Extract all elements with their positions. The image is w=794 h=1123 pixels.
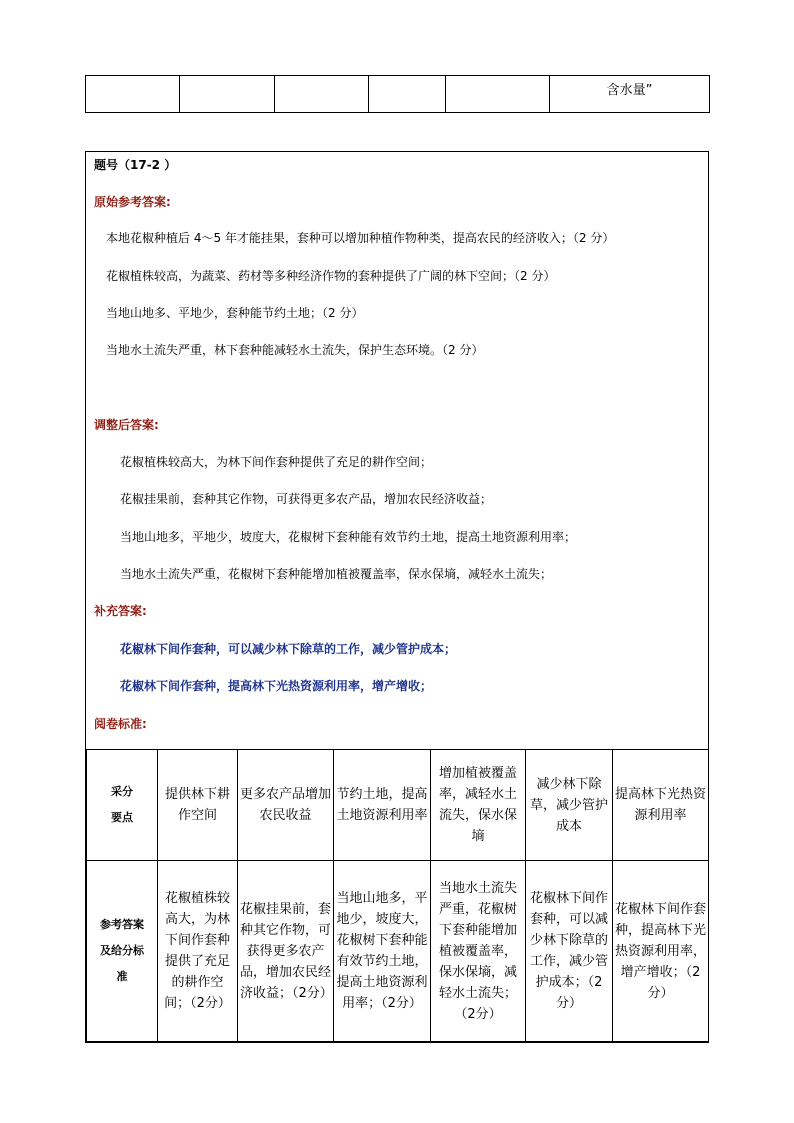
original-answer-2: 花椒植株较高，为蔬菜、药材等多种经济作物的套种提供了广阔的林下空间；（2 分） (106, 269, 556, 283)
adjusted-answer-4: 当地水土流失严重，花椒树下套种能增加植被覆盖率，保水保墒，减轻水土流失； (120, 567, 553, 581)
reference-answer: 花椒林下间作套种，提高林下光热资源利用率，增产增收；（2分） (613, 861, 709, 1042)
reference-answer: 花椒林下间作套种，可以减少林下除草的工作，减少管护成本；（2分） (526, 861, 613, 1042)
original-answer-1: 本地花椒种植后 4～5 年才能挂果，套种可以增加种植作物种类，提高农民的经济收入；（2 分） (106, 231, 615, 245)
supplement-answer-2: 花椒林下间作套种，提高林下光热资源利用率，增产增收； (120, 679, 433, 693)
scoring-point: 提高林下光热资源利用率 (613, 750, 709, 861)
question-box (85, 151, 709, 1043)
supplement-answer-1: 花椒林下间作套种，可以减少林下除草的工作，减少管护成本； (120, 642, 457, 656)
header-line: 采分 (111, 785, 133, 798)
reference-answer: 花椒植株较高大，为林下间作套种提供了充足的耕作空间；（2分） (158, 861, 238, 1042)
header-line: 准 (116, 970, 128, 983)
scoring-point: 增加植被覆盖率，减轻水土流失，保水保墒 (431, 750, 526, 861)
scoring-point: 减少林下除草，减少管护成本 (526, 750, 613, 861)
scoring-point: 更多农产品增加农民收益 (238, 750, 334, 861)
top-cell (275, 76, 369, 113)
header-line: 及给分标 (100, 944, 144, 957)
original-answer-3: 当地山地多、平地少，套种能节约土地；（2 分） (106, 306, 364, 320)
grading-table (86, 749, 709, 1042)
adjusted-answer-2: 花椒挂果前，套种其它作物，可获得更多农产品，增加农民经济收益； (120, 492, 493, 506)
scoring-points-header (87, 750, 158, 861)
header-line: 要点 (111, 811, 133, 824)
scoring-point: 节约土地，提高土地资源利用率 (334, 750, 431, 861)
reference-answer: 当地山地多，平地少，坡度大，花椒树下套种能有效节约土地，提高土地资源利用率；（2分） (334, 861, 431, 1042)
top-cell (86, 76, 180, 113)
adjusted-answer-1: 花椒植株较高大，为林下间作套种提供了充足的耕作空间； (120, 455, 433, 469)
top-cell (446, 76, 550, 113)
top-table (85, 75, 710, 113)
reference-answer-header (87, 861, 158, 1042)
grading-standard-heading: 阅卷标准: (94, 717, 147, 731)
original-answer-4: 当地水土流失严重，林下套种能减轻水土流失，保护生态环境。（2 分） (106, 343, 484, 357)
reference-answer: 花椒挂果前，套种其它作物，可获得更多农产品，增加农民经济收益；（2分） (238, 861, 334, 1042)
top-cell-moisture: 含水量” (550, 76, 710, 113)
supplement-answer-heading: 补充答案: (94, 604, 147, 618)
reference-answer: 当地水土流失严重，花椒树下套种能增加植被覆盖率，保水保墒，减轻水土流失；（2分） (431, 861, 526, 1042)
original-answer-heading: 原始参考答案: (94, 195, 171, 209)
scoring-point: 提供林下耕作空间 (158, 750, 238, 861)
question-id: 题号（17-2 ） (94, 158, 177, 172)
top-cell (180, 76, 275, 113)
header-line: 参考答案 (100, 918, 144, 931)
adjusted-answer-heading: 调整后答案: (94, 418, 159, 432)
top-cell (369, 76, 446, 113)
adjusted-answer-3: 当地山地多，平地少，坡度大，花椒树下套种能有效节约土地，提高土地资源利用率； (120, 530, 577, 544)
